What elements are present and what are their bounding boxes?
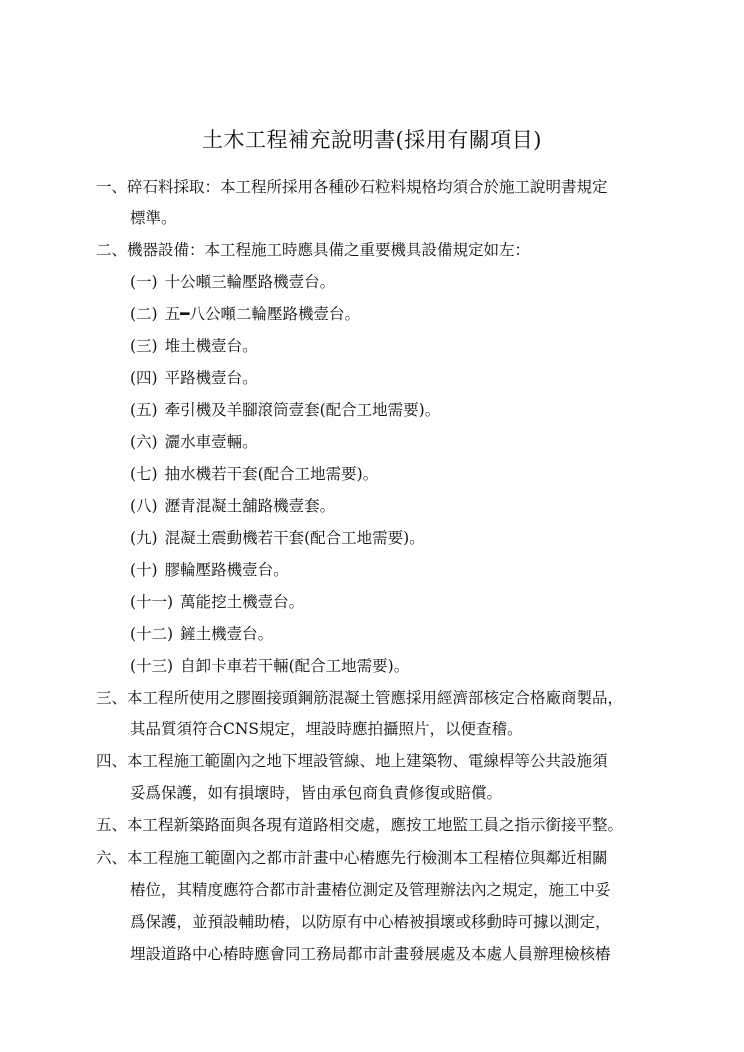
item-6-line-4: 埋設道路中心樁時應會同工務局都市計畫發展處及本處人員辦理檢核樁 bbox=[130, 945, 611, 963]
subitem-text: 鏟土機壹台。 bbox=[180, 625, 274, 643]
subitem-index: (九) bbox=[130, 529, 158, 547]
subitem-text: 瀝青混凝土舖路機壹套。 bbox=[164, 497, 336, 515]
subitem-text: 牽引機及羊腳滾筒壹套(配合工地需要)。 bbox=[164, 401, 441, 419]
subitem-text: 堆土機壹台。 bbox=[164, 337, 258, 355]
item-4-line-1: 四、本工程施工範圍內之地下埋設管線、地上建築物、電線桿等公共設施須 bbox=[96, 752, 608, 770]
subitem-text: 灑水車壹輛。 bbox=[164, 433, 258, 451]
subitem-index: (七) bbox=[130, 465, 158, 483]
subitem-2 bbox=[130, 304, 360, 324]
document-title: 土木工程補充說明書(採用有關項目) bbox=[202, 128, 542, 152]
subitem-index: (一) bbox=[130, 273, 158, 291]
subitem-7 bbox=[130, 464, 378, 484]
subitem-4 bbox=[130, 368, 258, 388]
item-1-line-1: 一、碎石料採取：本工程所採用各種砂石粒料規格均須合於施工說明書規定 bbox=[96, 178, 608, 196]
item-2-heading: 二、機器設備：本工程施工時應具備之重要機具設備規定如左： bbox=[96, 241, 531, 259]
subitem-index: (六) bbox=[130, 433, 158, 451]
item-6-line-1: 六、本工程施工範圍內之都市計畫中心樁應先行檢測本工程樁位與鄰近相關 bbox=[96, 849, 608, 867]
subitem-text: 自卸卡車若干輛(配合工地需要)。 bbox=[180, 657, 410, 675]
item-6-line-3: 爲保護，並預設輔助樁，以防原有中心樁被損壞或移動時可據以測定， bbox=[130, 913, 611, 931]
item-4-line-2: 妥爲保護，如有損壞時，皆由承包商負責修復或賠償。 bbox=[130, 784, 503, 802]
item-5-line-1: 五、本工程新築路面與各現有道路相交處，應按工地監工員之指示銜接平整。 bbox=[96, 816, 624, 834]
subitem-text: 萬能挖土機壹台。 bbox=[180, 593, 305, 611]
subitem-9 bbox=[130, 528, 425, 548]
subitem-index: (二) bbox=[130, 305, 158, 323]
subitem-3 bbox=[130, 336, 258, 356]
item-3-line-1: 三、本工程所使用之膠圈接頭鋼筋混凝土管應採用經濟部核定合格廠商製品， bbox=[96, 689, 624, 707]
subitem-text: 十公噸三輪壓路機壹台。 bbox=[164, 273, 336, 291]
subitem-index: (八) bbox=[130, 497, 158, 515]
subitem-10 bbox=[130, 560, 289, 580]
item-1-line-2: 標準。 bbox=[130, 209, 177, 227]
subitem-5 bbox=[130, 400, 440, 420]
subitem-1 bbox=[130, 272, 335, 292]
subitem-11 bbox=[130, 592, 304, 612]
subitem-text: 抽水機若干套(配合工地需要)。 bbox=[164, 465, 379, 483]
subitem-text: 平路機壹台。 bbox=[164, 369, 258, 387]
subitem-text: 五━八公噸二輪壓路機壹台。 bbox=[164, 305, 360, 323]
subitem-index: (五) bbox=[130, 401, 158, 419]
subitem-12 bbox=[130, 624, 273, 644]
subitem-index: (十二) bbox=[130, 625, 174, 643]
subitem-index: (十一) bbox=[130, 593, 174, 611]
subitem-index: (四) bbox=[130, 369, 158, 387]
subitem-13 bbox=[130, 656, 409, 676]
subitem-index: (十) bbox=[130, 561, 158, 579]
subitem-text: 混凝土震動機若干套(配合工地需要)。 bbox=[164, 529, 425, 547]
item-3-line-2: 其品質須符合CNS規定，埋設時應拍攝照片，以便查稽。 bbox=[130, 720, 523, 738]
subitem-8 bbox=[130, 496, 335, 516]
subitem-6 bbox=[130, 432, 258, 452]
subitem-index: (十三) bbox=[130, 657, 174, 675]
subitem-index: (三) bbox=[130, 337, 158, 355]
item-6-line-2: 樁位，其精度應符合都市計畫樁位測定及管理辦法內之規定，施工中妥 bbox=[130, 881, 611, 899]
subitem-text: 膠輪壓路機壹台。 bbox=[164, 561, 289, 579]
